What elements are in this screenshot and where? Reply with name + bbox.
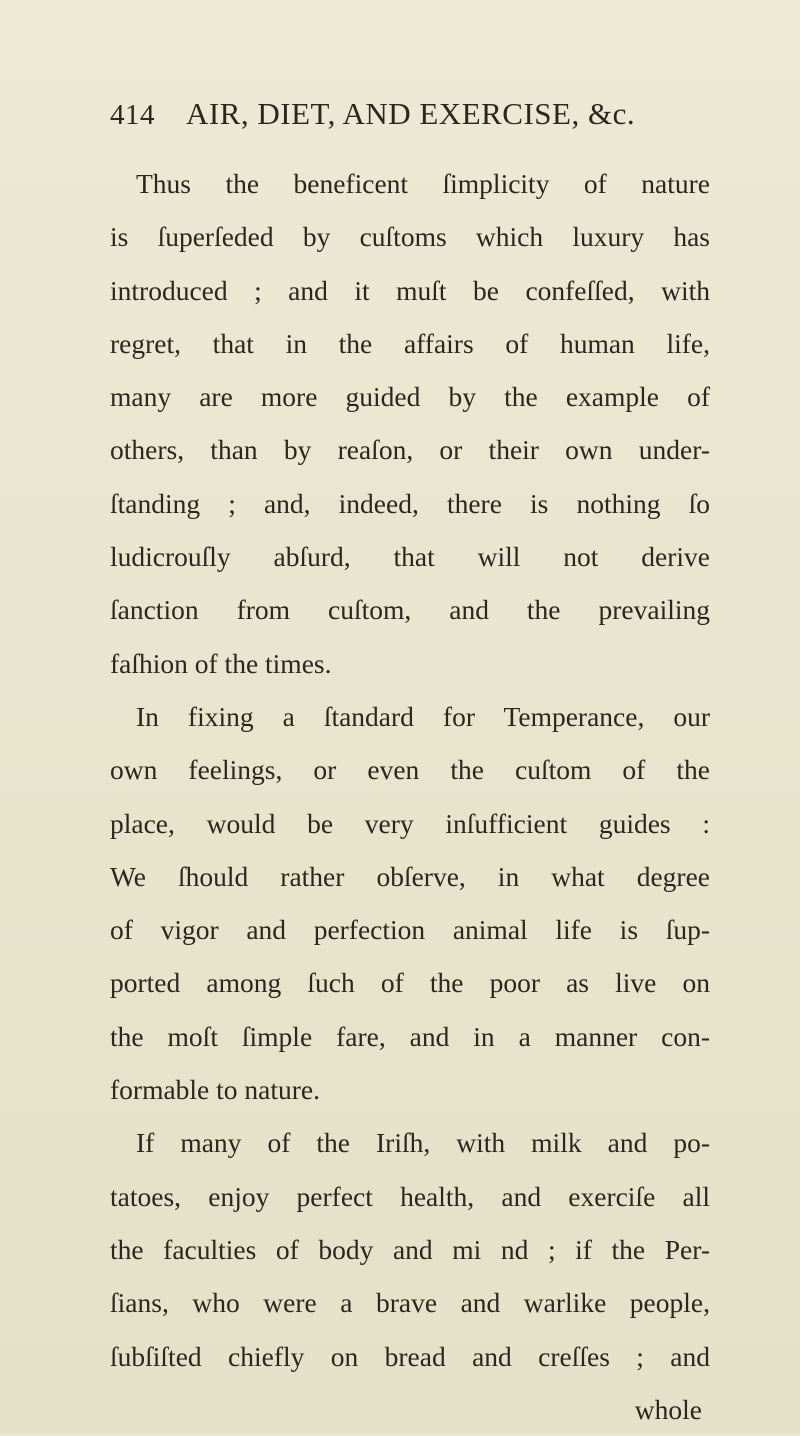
text-line: If many of the Iriſh, with milk and po- — [136, 1127, 710, 1159]
text-line: faſhion of the times. — [110, 647, 332, 679]
text-line: many are more guided by the example of — [110, 381, 710, 413]
text-line: introduced ; and it muſt be confeſſed, with — [110, 274, 710, 306]
page-number: 414 — [110, 99, 155, 131]
text-line: ſians, who were a brave and warlike people, — [110, 1287, 710, 1319]
text-line: own feelings, or even the cuſtom of the — [110, 754, 710, 786]
text-line: tatoes, enjoy perfect health, and exerciſe all — [110, 1180, 710, 1212]
text-line: regret, that in the affairs of human life, — [110, 327, 710, 359]
text-line: the faculties of body and mi nd ; if the Per- — [110, 1233, 710, 1265]
text-line: formable to nature. — [110, 1074, 320, 1106]
text-line: ſubſiſted chiefly on bread and creſſes ; and — [110, 1340, 710, 1372]
text-line: others, than by reaſon, or their own under- — [110, 434, 710, 466]
text-line: ſtanding ; and, indeed, there is nothing ſo — [110, 487, 710, 519]
text-line: of vigor and perfection animal life is ſup- — [110, 914, 710, 946]
running-head — [110, 96, 705, 146]
text-line: the moſt ſimple fare, and in a manner con- — [110, 1020, 710, 1052]
catchword: whole — [634, 1393, 702, 1425]
body-text — [110, 157, 710, 1436]
running-title: AIR, DIET, AND EXERCISE, &c. — [186, 96, 636, 131]
text-line: ſanction from cuſtom, and the prevailing — [110, 594, 710, 626]
text-line: In fixing a ſtandard for Temperance, our — [136, 700, 710, 732]
text-line: Thus the beneficent ſimplicity of nature — [136, 168, 710, 199]
text-line: place, would be very inſufficient guides : — [110, 807, 710, 839]
text-line: is ſuperſeded by cuſtoms which luxury has — [110, 221, 710, 253]
text-line: We ſhould rather obſerve, in what degree — [110, 860, 710, 892]
text-line: ported among ſuch of the poor as live on — [110, 967, 710, 999]
text-line: ludicrouſly abſurd, that will not derive — [110, 541, 710, 573]
